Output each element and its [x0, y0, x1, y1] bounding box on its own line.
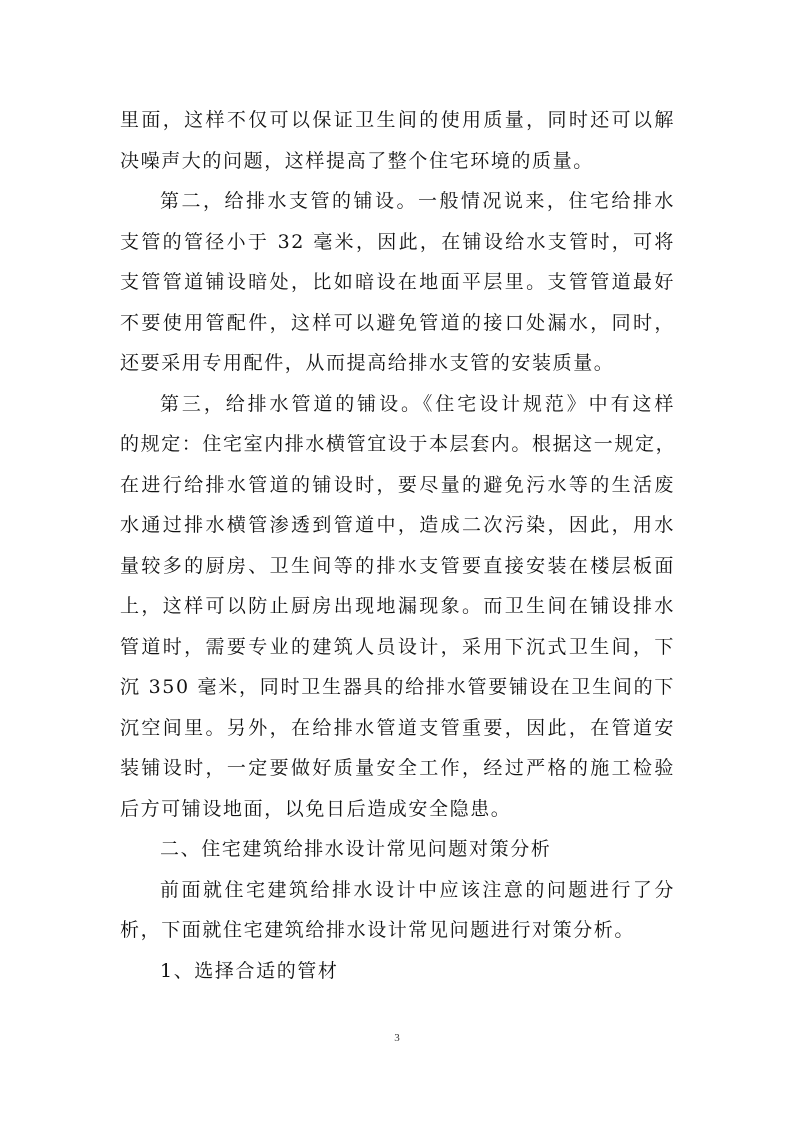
subsection-heading: 1、选择合适的管材 — [160, 959, 339, 982]
text-line: 在进行给排水管道的铺设时，要尽量的避免污水等的生活废 — [120, 473, 675, 496]
text-line: 里面，这样不仅可以保证卫生间的使用质量，同时还可以解 — [120, 109, 675, 131]
body-text — [120, 100, 675, 991]
text-line: 还要采用专用配件，从而提高给排水支管的安装质量。 — [120, 352, 615, 374]
text-line: 第二，给排水支管的铺设。一般情况说来，住宅给排水 — [160, 190, 675, 212]
text-line: 支管管道铺设暗处，比如暗设在地面平层里。支管管道最好 — [120, 271, 675, 293]
text-line: 管道时，需要专业的建筑人员设计，采用下沉式卫生间，下 — [120, 635, 675, 658]
text-line: 水通过排水横管渗透到管道中，造成二次污染，因此，用水 — [120, 514, 675, 536]
page-number: 3 — [394, 1032, 400, 1044]
text-line: 的规定：住宅室内排水横管宜设于本层套内。根据这一规定， — [120, 433, 677, 455]
text-line: 决噪声大的问题，这样提高了整个住宅环境的质量。 — [120, 149, 594, 172]
text-line: 支管的管径小于 32 毫米，因此，在铺设给水支管时，可将 — [120, 230, 675, 253]
text-line: 前面就住宅建筑给排水设计中应该注意的问题进行了分 — [160, 878, 675, 901]
text-line: 上，这样可以防止厨房出现地漏现象。而卫生间在铺设排水 — [120, 595, 675, 617]
section-heading: 二、住宅建筑给排水设计常见问题对策分析 — [160, 838, 552, 860]
text-line: 析，下面就住宅建筑给排水设计常见问题进行对策分析。 — [120, 919, 636, 941]
text-line: 第三，给排水管道的铺设。《住宅设计规范》中有这样 — [160, 392, 675, 415]
text-line: 沉 350 毫米，同时卫生器具的给排水管要铺设在卫生间的下 — [120, 676, 675, 698]
text-line: 量较多的厨房、卫生间等的排水支管要直接安装在楼层板面 — [120, 554, 675, 577]
text-line: 不要使用管配件，这样可以避免管道的接口处漏水，同时， — [120, 311, 675, 334]
text-line: 后方可铺设地面，以免日后造成安全隐患。 — [120, 797, 512, 820]
text-line: 沉空间里。另外，在给排水管道支管重要，因此，在管道安 — [120, 716, 675, 739]
text-line: 装铺设时，一定要做好质量安全工作，经过严格的施工检验 — [120, 757, 675, 779]
